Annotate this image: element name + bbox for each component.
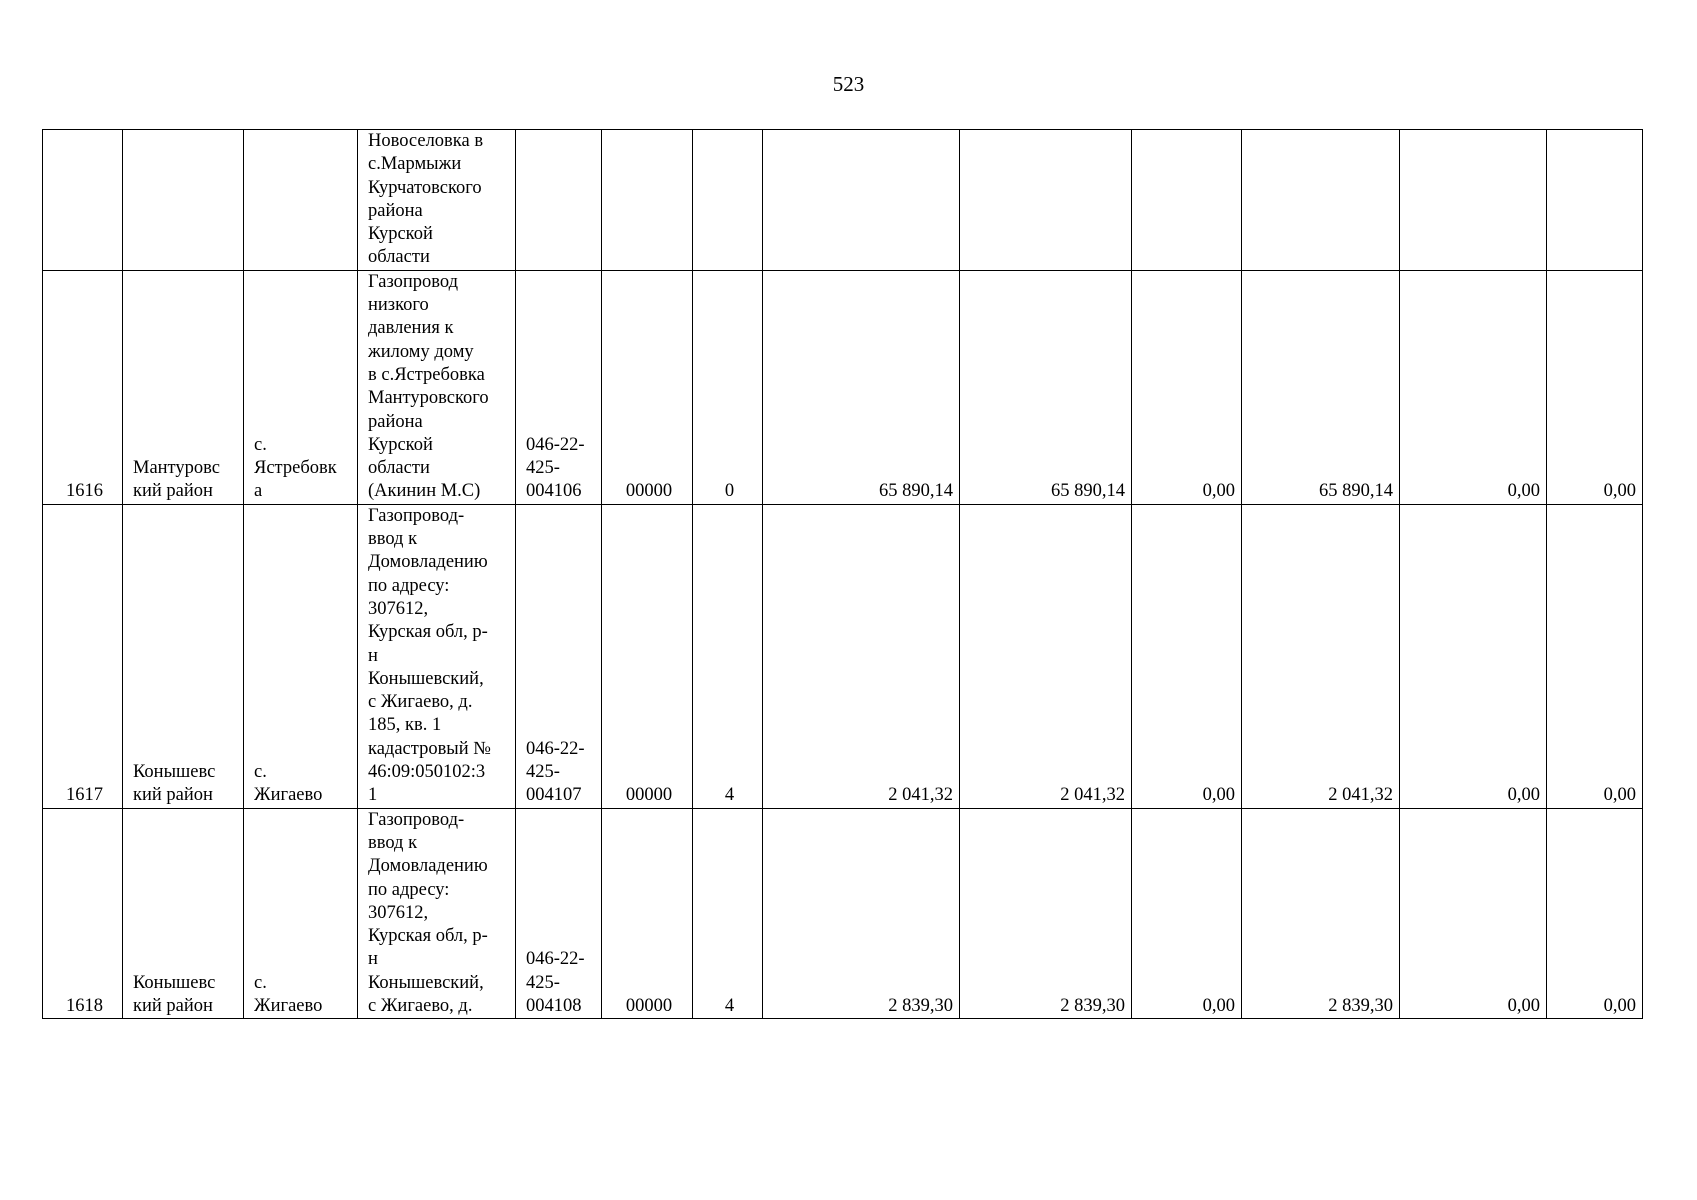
value-cell: 0,00 [1547,808,1643,1019]
row-number-cell: 1618 [43,808,123,1019]
count-cell: 4 [693,504,763,808]
code-cell [516,130,602,271]
value-cell: 0,00 [1132,504,1242,808]
count-cell: 4 [693,808,763,1019]
value-cell [763,130,960,271]
value-cell: 65 890,14 [763,270,960,504]
okof-cell: 00000 [602,504,693,808]
value-cell [960,130,1132,271]
value-cell: 2 839,30 [960,808,1132,1019]
value-cell [1400,130,1547,271]
description-cell: Газопровод- ввод к Домовладению по адресу: 307612, Курская обл, р- н Конышевский, с Жигаево, д. [358,808,516,1019]
value-cell [1547,130,1643,271]
value-cell: 0,00 [1132,270,1242,504]
settlement-cell: с. Жигаево [244,504,358,808]
table-row [43,808,1643,1019]
value-cell: 65 890,14 [960,270,1132,504]
value-cell: 2 839,30 [1242,808,1400,1019]
value-cell: 0,00 [1132,808,1242,1019]
value-cell: 0,00 [1547,270,1643,504]
description-cell: Новоселовка в с.Мармыжи Курчатовского района Курской области [358,130,516,271]
settlement-cell: с. Жигаево [244,808,358,1019]
row-number-cell [43,130,123,271]
value-cell: 2 041,32 [960,504,1132,808]
district-cell: Мантуровс кий район [123,270,244,504]
district-cell [123,130,244,271]
district-cell: Конышевс кий район [123,808,244,1019]
settlement-cell [244,130,358,271]
code-cell: 046-22- 425- 004108 [516,808,602,1019]
code-cell: 046-22- 425- 004106 [516,270,602,504]
count-cell [693,130,763,271]
table-row [43,130,1643,271]
page-number: 523 [832,72,865,96]
row-number-cell: 1617 [43,504,123,808]
code-cell: 046-22- 425- 004107 [516,504,602,808]
value-cell [1132,130,1242,271]
okof-cell: 00000 [602,808,693,1019]
value-cell: 2 041,32 [1242,504,1400,808]
value-cell: 2 839,30 [763,808,960,1019]
description-cell: Газопровод- ввод к Домовладению по адресу: 307612, Курская обл, р- н Конышевский, с Жигаево, д. 185, кв. 1 кадастровый № 46:09:050102:3 1 [358,504,516,808]
value-cell: 0,00 [1400,270,1547,504]
okof-cell [602,130,693,271]
count-cell: 0 [693,270,763,504]
description-cell: Газопровод низкого давления к жилому дому в с.Ястребовка Мантуровского района Курской области (Акинин М.С) [358,270,516,504]
value-cell [1242,130,1400,271]
value-cell: 0,00 [1400,504,1547,808]
value-cell: 0,00 [1547,504,1643,808]
value-cell: 0,00 [1400,808,1547,1019]
value-cell: 2 041,32 [763,504,960,808]
table-row [43,270,1643,504]
registry-table [42,129,1643,1019]
district-cell: Конышевс кий район [123,504,244,808]
table-row [43,504,1643,808]
value-cell: 65 890,14 [1242,270,1400,504]
row-number-cell: 1616 [43,270,123,504]
settlement-cell: с. Ястребовк а [244,270,358,504]
okof-cell: 00000 [602,270,693,504]
